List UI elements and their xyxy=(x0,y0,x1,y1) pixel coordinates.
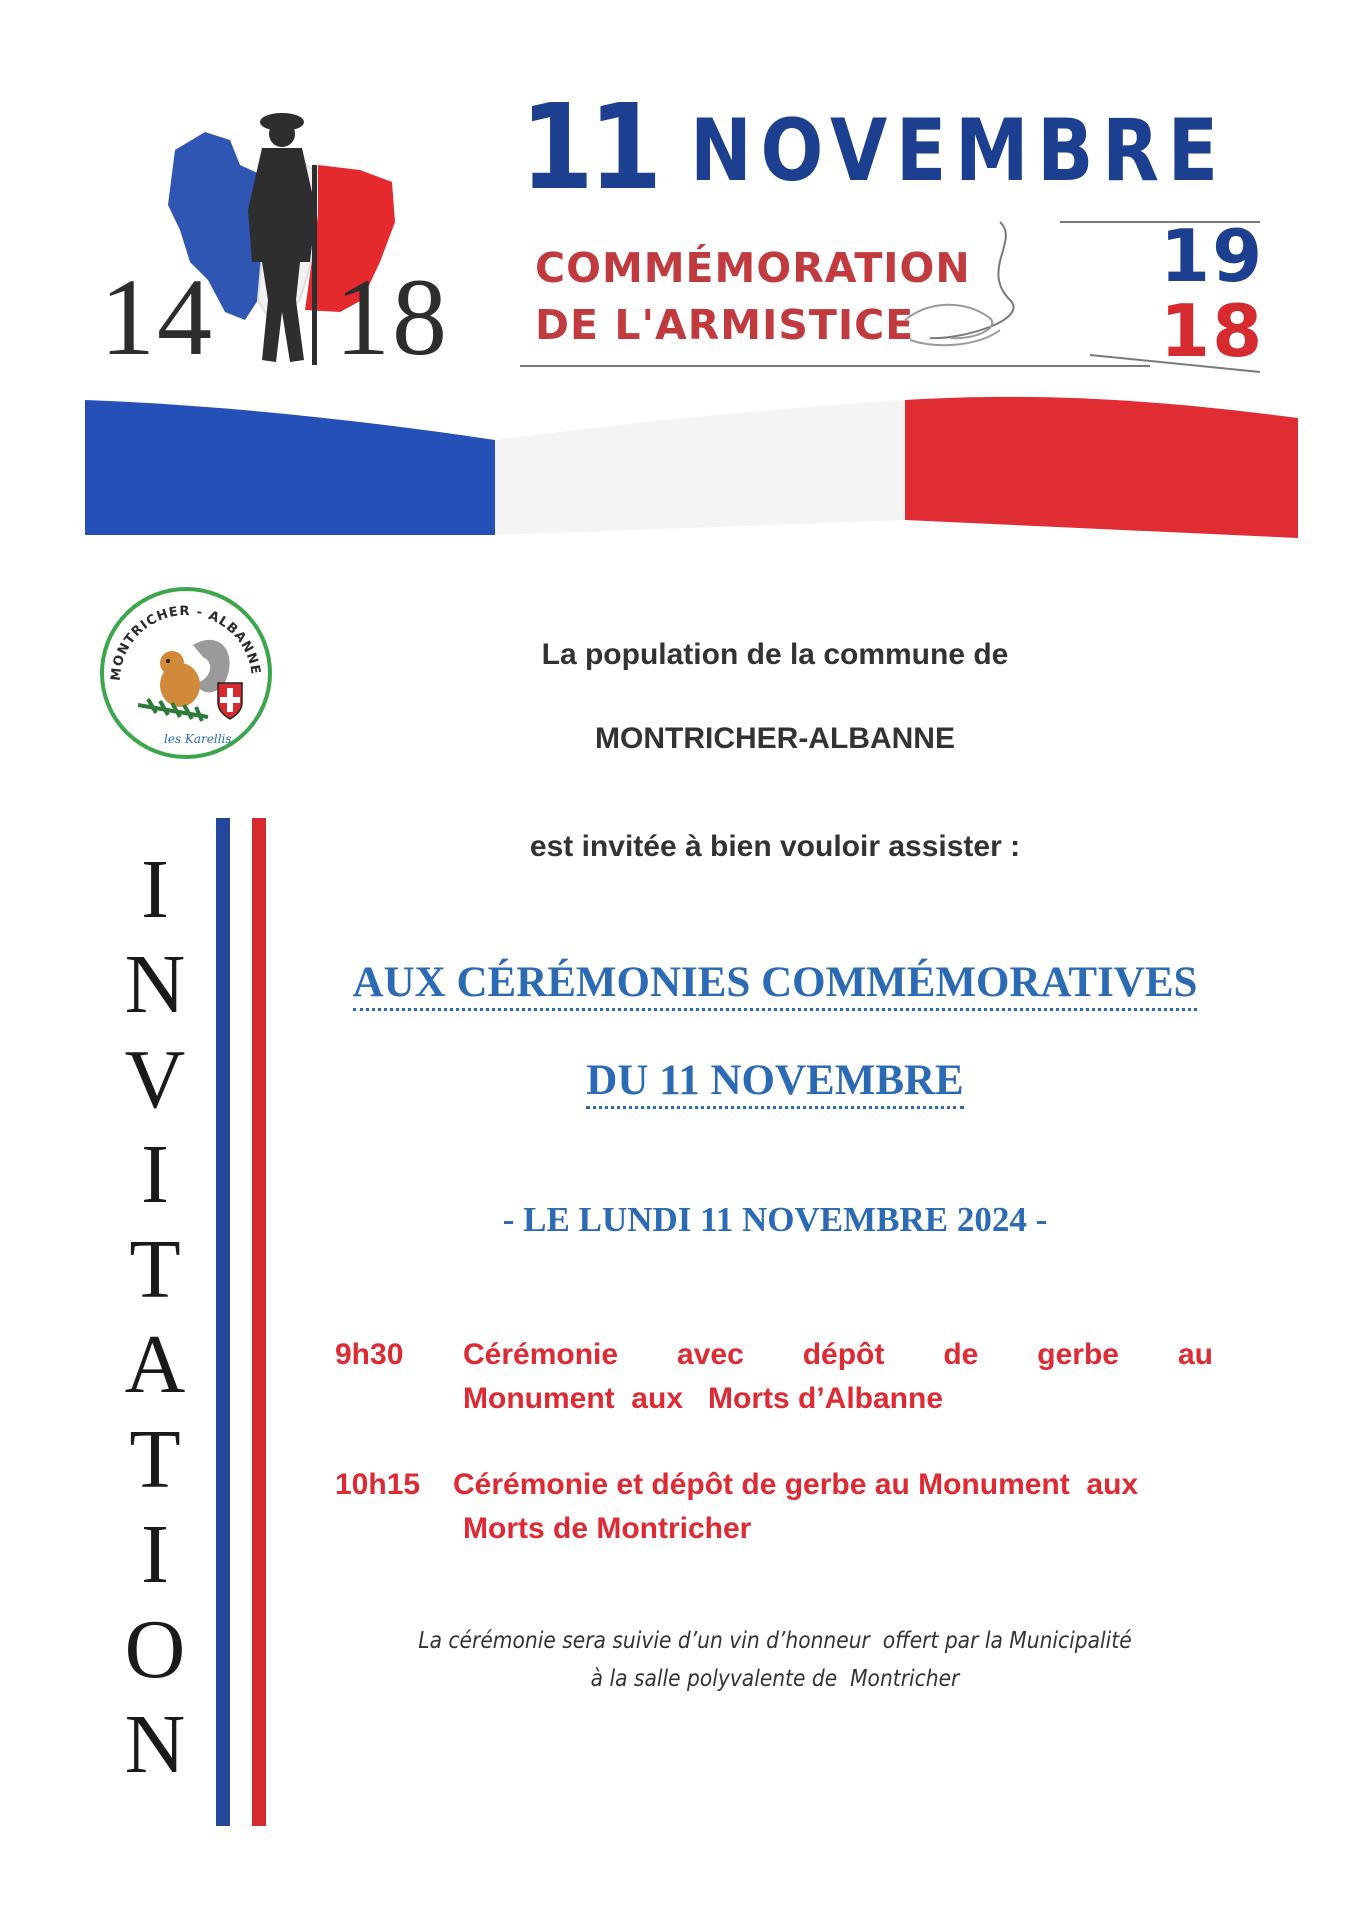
hand-sketch xyxy=(905,305,1000,345)
intro-line-3: est invitée à bien vouloir assister : xyxy=(529,830,1021,863)
schedule-time-1: 9h30 xyxy=(335,1338,404,1371)
schedule-word: Cérémonie xyxy=(463,1338,619,1371)
schedule-word: avec xyxy=(677,1338,744,1371)
logo-subtext: les Karellis xyxy=(164,732,232,746)
flag-band-red xyxy=(905,397,1298,538)
reception-note-line-2: à la salle polyvalente de Montricher xyxy=(590,1666,960,1692)
logo-arc-text: MONTRICHER - ALBANNE xyxy=(108,603,263,682)
schedule-text-1-line-2: Monument aux Morts d’Albanne xyxy=(463,1382,944,1415)
title-day: 11 xyxy=(520,78,657,216)
year-1918-bottom: 18 xyxy=(1160,289,1265,373)
invitation-letter: I xyxy=(141,1128,169,1221)
invitation-letter: N xyxy=(124,938,186,1031)
commune-logo xyxy=(98,585,274,761)
tricolor-stripe-blue xyxy=(216,818,230,1826)
flag-band-white xyxy=(495,400,905,535)
subtitle-armistice: DE L'ARMISTICE xyxy=(535,301,915,349)
commune-name: MONTRICHER-ALBANNE xyxy=(595,722,955,755)
schedule-text-2-line-2: Morts de Montricher xyxy=(463,1512,752,1545)
schedule-time-2: 10h15 xyxy=(335,1468,421,1501)
invitation-letter: A xyxy=(124,1318,186,1411)
ceremony-heading-2-text: DU 11 NOVEMBRE xyxy=(586,1057,963,1109)
subtitle-commemoration: COMMÉMORATION xyxy=(535,244,971,292)
invitation-letter: I xyxy=(141,843,169,936)
ceremony-heading-1 xyxy=(330,958,1220,1007)
invitation-letter: N xyxy=(124,1698,186,1791)
year-1918-top: 19 xyxy=(1160,214,1265,298)
schedule-word: au xyxy=(1177,1338,1213,1371)
year-start: 14 xyxy=(100,256,214,378)
invitation-letter: I xyxy=(141,1508,169,1601)
intro-line-1: La population de la commune de xyxy=(541,638,1009,671)
tricolor-stripe-red xyxy=(252,818,266,1826)
title-month: NOVEMBRE xyxy=(690,101,1227,201)
schedule-word: dépôt xyxy=(802,1338,885,1371)
invitation-letter: O xyxy=(124,1603,186,1696)
schedule-word: gerbe xyxy=(1037,1338,1119,1371)
ceremony-heading-2 xyxy=(330,1056,1220,1105)
soldier-silhouette xyxy=(248,113,317,365)
event-date: - LE LUNDI 11 NOVEMBRE 2024 - xyxy=(502,1200,1048,1239)
reception-note-line-1: La cérémonie sera suivie d’un vin d’honneur offert par la Municipalité xyxy=(418,1628,1132,1654)
header-banner xyxy=(0,0,1357,560)
schedule-word: de xyxy=(943,1338,979,1371)
invitation-letter: T xyxy=(129,1223,181,1316)
ceremony-heading-1-text: AUX CÉRÉMONIES COMMÉMORATIVES xyxy=(353,959,1198,1011)
flag-band-blue xyxy=(85,400,495,535)
schedule-text-2-line-1: Cérémonie et dépôt de gerbe au Monument aux xyxy=(453,1468,1139,1501)
year-end: 18 xyxy=(335,256,449,378)
invitation-letter: V xyxy=(124,1033,186,1126)
logo-emblem xyxy=(98,585,274,761)
invitation-letter: T xyxy=(129,1413,181,1506)
schedule-text-1-line-1 xyxy=(463,1340,1213,1370)
